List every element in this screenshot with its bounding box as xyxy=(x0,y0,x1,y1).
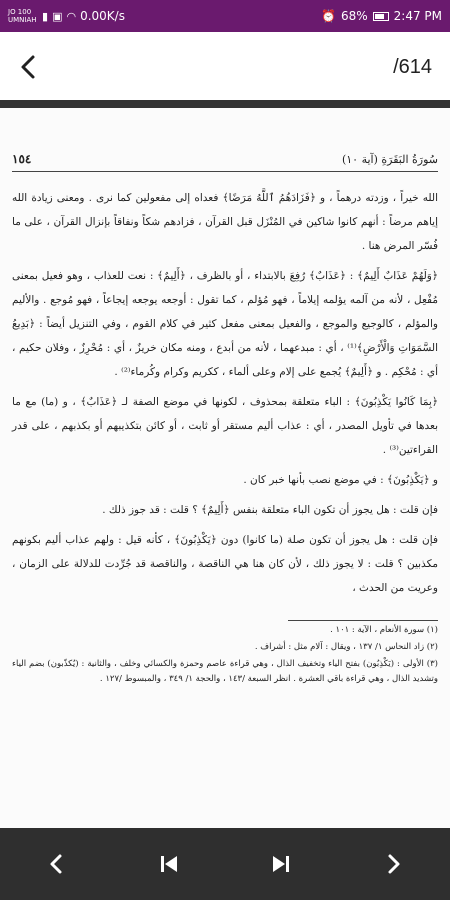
carrier-label xyxy=(8,8,38,24)
app-bar xyxy=(0,32,450,102)
footnote-divider xyxy=(288,620,438,621)
chevron-left-icon xyxy=(17,54,39,80)
footnote: (٣) الأولى : (يَكْذِبُون) بفتح الياء وتخفيف الذال ، وهي قراءة عاصم وحمزة والكسائي وخلف ، والثانية : (يُكذّبون) بضم الياء وتشديد الذال ، وهي قراءة باقي العشرة . انظر السبعة /١٤٣ ، والحجة ١/ ٣٤٩ ، والمبسوط /١٢٧ . xyxy=(12,659,438,684)
clock: 2:47 PM xyxy=(393,9,442,23)
page-number: ١٥٤ xyxy=(12,152,32,166)
page-header xyxy=(12,152,438,172)
paragraph: ﴿وَلَهُمْ عَذَابٌ أَلِيمٌ﴾ : ﴿عَذَابٌ﴾ رُفِعَ بالابتداء ، أو بالظرف ، ﴿أَلِيمٌ﴾ : نعت للعذاب ، وهو فعيل بمعنى مُفْعِل ، لأنه من آلمه يؤلمه إيلاماً ، فهو مُؤلم ، كما تقول : أوجعه يوجعه إيجاعاً ، فهو مُوجع . والأليم والمؤلم ، كالوجيع والموجع ، والفعيل بمعنى مفعل كثير في كلام القوم ، وفي التنزيل أيضاً : ﴿بَدِيعُ السَّمَوَاتِ وَالْأَرْضِ﴾⁽¹⁾ ، أي : مبدعهما ، لأنه من أبدع ، ومنه مكان خريزٌ ، أي : مُحْرِزٌ ، وفلان حكيم ، أي : مُحْكِم . و ﴿أَلِيمٌ﴾ يُجمع على إلام وعلى ألماء ، ككريم وكرام وكُرماء⁽²⁾ . xyxy=(12,270,438,378)
bottom-nav-bar xyxy=(0,828,450,900)
first-page-button[interactable] xyxy=(139,834,199,894)
paragraph: و ﴿يَكْذِبُونَ﴾ : في موضع نصب بأنها خبر كان . xyxy=(243,474,438,486)
chevron-right-icon xyxy=(385,853,403,875)
carrier-top: JO 100 xyxy=(8,8,32,16)
paragraph: فإن قلت : هل يجوز أن تكون الباء متعلقة بنفس ﴿أَلِيمٌ﴾ ؟ قلت : قد جوز ذلك . xyxy=(102,504,438,516)
next-page-button[interactable] xyxy=(364,834,424,894)
back-button[interactable] xyxy=(0,32,56,102)
status-right xyxy=(321,9,442,23)
paragraph: فإن قلت : هل يجوز أن تكون صلة (ما كانوا) دون ﴿يَكْذِبُونَ﴾ ، كأنه قيل : ولهم عذاب أليم بكونهم مكذبين ؟ قلت : لا يجوز ذلك ، لأن كان هنا هي الناقصة ، والناقصة قد جُرِّدت للدلالة على الزمان ، وعريت من الحدث ، xyxy=(12,534,438,594)
wifi-icon: ◠ xyxy=(66,9,77,23)
carrier-bottom: UMNIAH xyxy=(8,16,37,24)
page-content xyxy=(12,152,438,687)
last-page-button[interactable] xyxy=(251,834,311,894)
alarm-icon: ⏰ xyxy=(321,9,336,23)
sim-icon: ▮ xyxy=(42,9,49,23)
battery-icon xyxy=(373,12,389,21)
paragraph: الله خيراً ، وزدته درهماً ، و ﴿فَزَادَهُمُ ٱللَّهُ مَرَضًا﴾ فعداه إلى مفعولين كما نرى . ومعنى زيادة الله إياهم مرضاً : أنهم كانوا شاكين في المُنْزَل قبل القرآن ، فزادهم شكاً ونفاقاً بإنزال القرآن ، على ما فُسّر المرض هنا . xyxy=(12,192,438,252)
toolbar-divider xyxy=(0,100,450,108)
footnote: (١) سورة الأنعام ، الآية : ١٠١ . xyxy=(330,625,438,635)
status-left xyxy=(8,8,125,24)
surah-title: سُورَةُ البَقَرَةِ (آية ١٠) xyxy=(341,153,438,166)
image-notification-icon: ▣ xyxy=(52,9,63,23)
net-speed: 0.00K/s xyxy=(80,9,125,23)
book-page[interactable] xyxy=(0,108,450,828)
skip-previous-icon xyxy=(158,853,180,875)
page-counter: /614 xyxy=(393,55,432,78)
chevron-left-icon xyxy=(47,853,65,875)
status-bar xyxy=(0,0,450,32)
prev-page-button[interactable] xyxy=(26,834,86,894)
footnote: (٢) زاد النحاس ١/ ١٣٧ ، ويقال : آلام مثل : أشراف . xyxy=(254,642,438,652)
footnotes xyxy=(12,623,438,687)
skip-next-icon xyxy=(270,853,292,875)
battery-percent: 68% xyxy=(340,9,368,23)
body-text xyxy=(12,186,438,600)
paragraph: ﴿بِمَا كَانُوا يَكْذِبُونَ﴾ : الباء متعلقة بمحذوف ، لكونها في موضع الصفة لـ ﴿عَذَابٌ﴾ ، و (ما) مع ما بعدها في تأويل المصدر ، أي : عذاب أليم مستقر أو ثابت ، أو كائن بتكذيبهم أو بكذبهم ، على قدر القراءتين⁽³⁾ . xyxy=(12,396,438,456)
